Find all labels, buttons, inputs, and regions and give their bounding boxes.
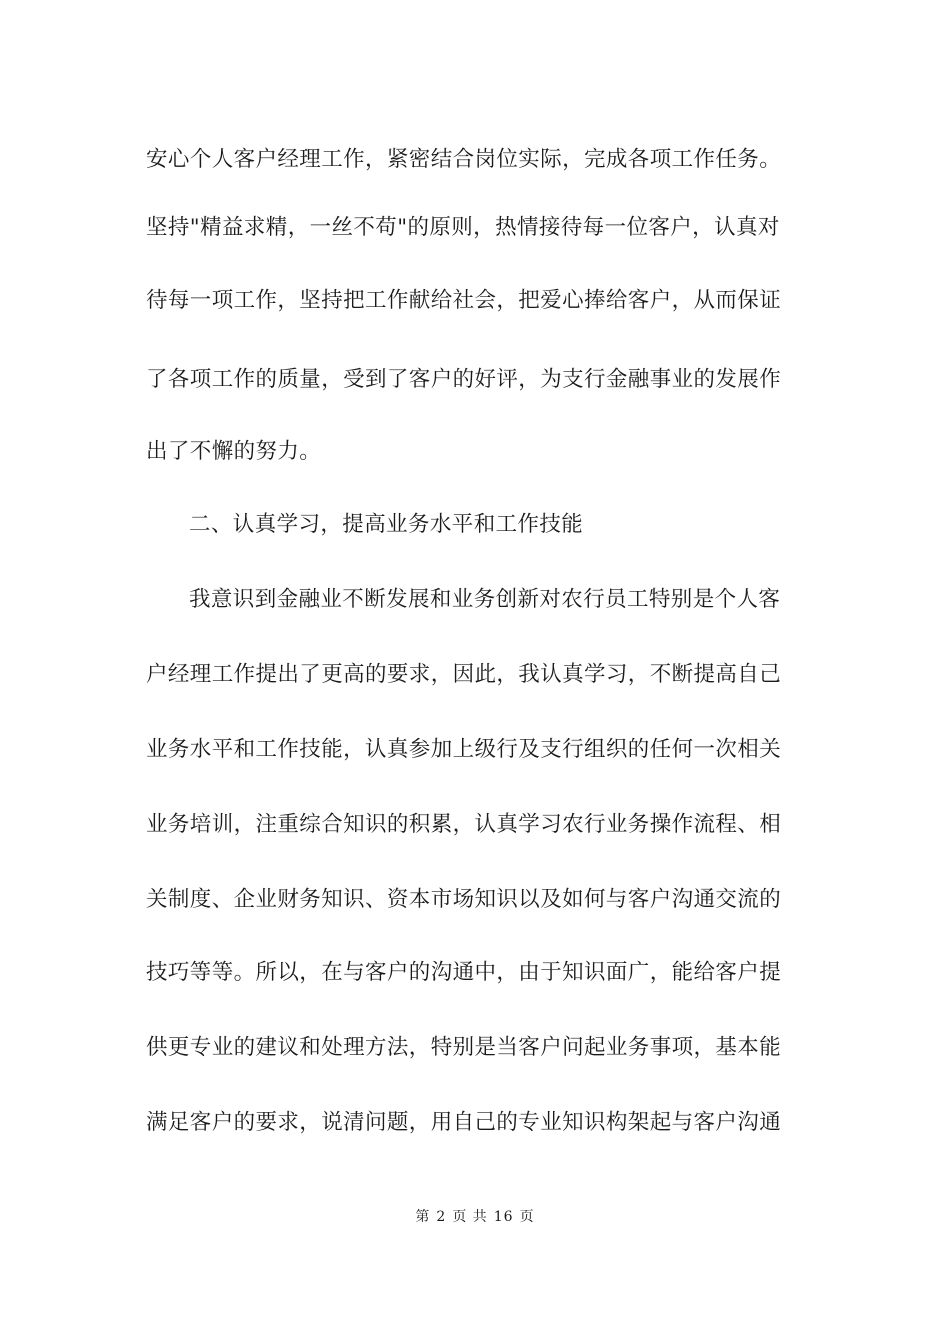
body-line: 待每一项工作，坚持把工作献给社会，把爱心捧给客户，从而保证 <box>146 288 782 313</box>
body-line: 户经理工作提出了更高的要求，因此，我认真学习，不断提高自己 <box>146 662 782 687</box>
body-line: 我意识到金融业不断发展和业务创新对农行员工特别是个人客 <box>189 587 781 612</box>
footer-suffix: 页 <box>519 1209 535 1225</box>
body-line: 业务水平和工作技能，认真参加上级行及支行组织的任何一次相关 <box>146 737 782 762</box>
body-line: 出了不懈的努力。 <box>146 439 322 464</box>
body-line: 关制度、企业财务知识、资本市场知识以及如何与客户沟通交流的 <box>146 887 782 912</box>
section-heading: 二、认真学习，提高业务水平和工作技能 <box>189 512 584 537</box>
body-line: 满足客户的要求，说清问题，用自己的专业知识构架起与客户沟通 <box>146 1110 782 1135</box>
body-line: 技巧等等。所以，在与客户的沟通中，由于知识面广，能给客户提 <box>146 960 782 985</box>
footer-current-page: 2 <box>436 1209 447 1225</box>
body-line: 坚持"精益求精，一丝不苟"的原则，热情接待每一位客户，认真对 <box>146 215 780 240</box>
body-line: 安心个人客户经理工作，紧密结合岗位实际，完成各项工作任务。 <box>146 147 782 172</box>
footer-total-pages: 16 <box>493 1209 514 1225</box>
body-line: 业务培训，注重综合知识的积累，认真学习农行业务操作流程、相 <box>146 812 782 837</box>
footer-prefix: 第 <box>415 1209 431 1225</box>
footer-middle: 页 共 <box>452 1209 488 1225</box>
page-footer <box>0 1207 950 1227</box>
body-line: 了各项工作的质量，受到了客户的好评，为支行金融事业的发展作 <box>146 367 782 392</box>
body-line: 供更专业的建议和处理方法，特别是当客户问起业务事项，基本能 <box>146 1035 782 1060</box>
